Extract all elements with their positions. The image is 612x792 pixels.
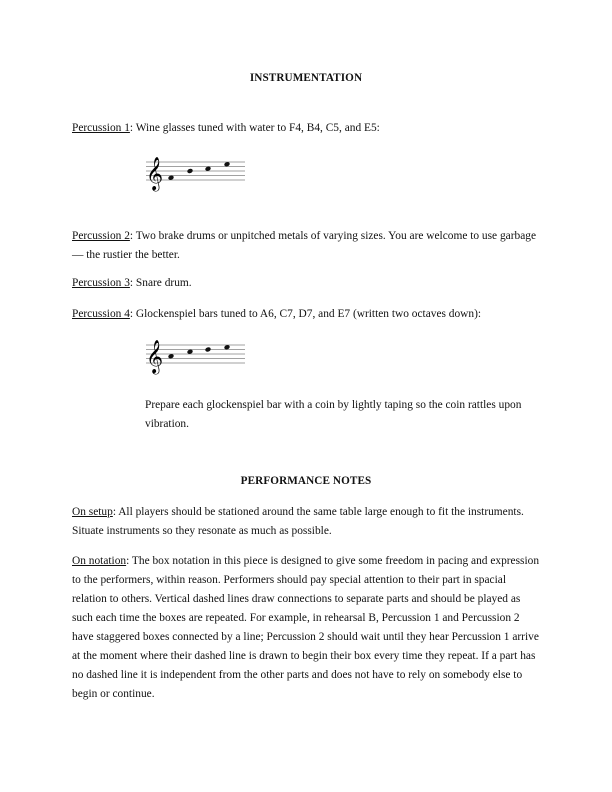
- treble-clef: 𝄞: [146, 156, 164, 190]
- notation-label: On notation: [72, 555, 127, 567]
- treble-clef: 𝄞: [146, 339, 164, 373]
- staff-percussion-1: [144, 150, 248, 192]
- percussion-3-text: : Snare drum.: [129, 277, 192, 289]
- instrumentation-heading: INSTRUMENTATION: [249, 72, 363, 84]
- setup-text: : All players should be stationed around the same table large enough to fit the instruments. Situate instruments so they resonate as much as possible.: [72, 506, 524, 537]
- notation-paragraph: [72, 552, 542, 704]
- setup-label: On setup: [72, 506, 113, 518]
- percussion-2-paragraph: [72, 227, 542, 265]
- note-b4: [187, 168, 194, 174]
- percussion-4-paragraph: [72, 305, 542, 324]
- percussion-4-text: : Glockenspiel bars tuned to A6, C7, D7, and E7 (written two octaves down):: [129, 308, 482, 320]
- glockenspiel-coin-note: Prepare each glockenspiel bar with a coin by lightly taping so the coin rattles upon vibration.: [145, 399, 522, 430]
- percussion-1-text: : Wine glasses tuned with water to F4, B4, C5, and E5:: [129, 122, 380, 134]
- percussion-3-paragraph: [72, 274, 542, 293]
- percussion-1-paragraph: [72, 119, 542, 138]
- notation-text: : The box notation in this piece is designed to give some freedom in pacing and expression to the performers, within reason. Performers should pay special attention to their part in spacial relation to others. Vertical dashed lines draw connections to separate parts and should be played as such each time the boxes are repeated. For example, in rehearsal B, Percussion 1 and Percussion 2 have staggered boxes connected by a line; Percussion 2 should wait until they hear Percussion 1 arrive at the moment where their dashed line is drawn to begin their box every time they repeat. If a part has no dashed line it is independent from the other parts and does not have to rely on somebody else to begin or continue.: [72, 555, 540, 700]
- note-d5: [205, 347, 212, 353]
- percussion-1-label: Percussion 1: [72, 122, 130, 134]
- setup-paragraph: [72, 503, 542, 541]
- percussion-3-label: Percussion 3: [72, 277, 130, 289]
- percussion-2-label: Percussion 2: [72, 230, 130, 242]
- staff-percussion-4: [144, 333, 248, 375]
- percussion-2-text: : Two brake drums or unpitched metals of varying sizes. You are welcome to use garbage — the rustier the better.: [72, 230, 537, 261]
- performance-notes-heading: PERFORMANCE NOTES: [240, 475, 372, 487]
- percussion-4-label: Percussion 4: [72, 308, 130, 320]
